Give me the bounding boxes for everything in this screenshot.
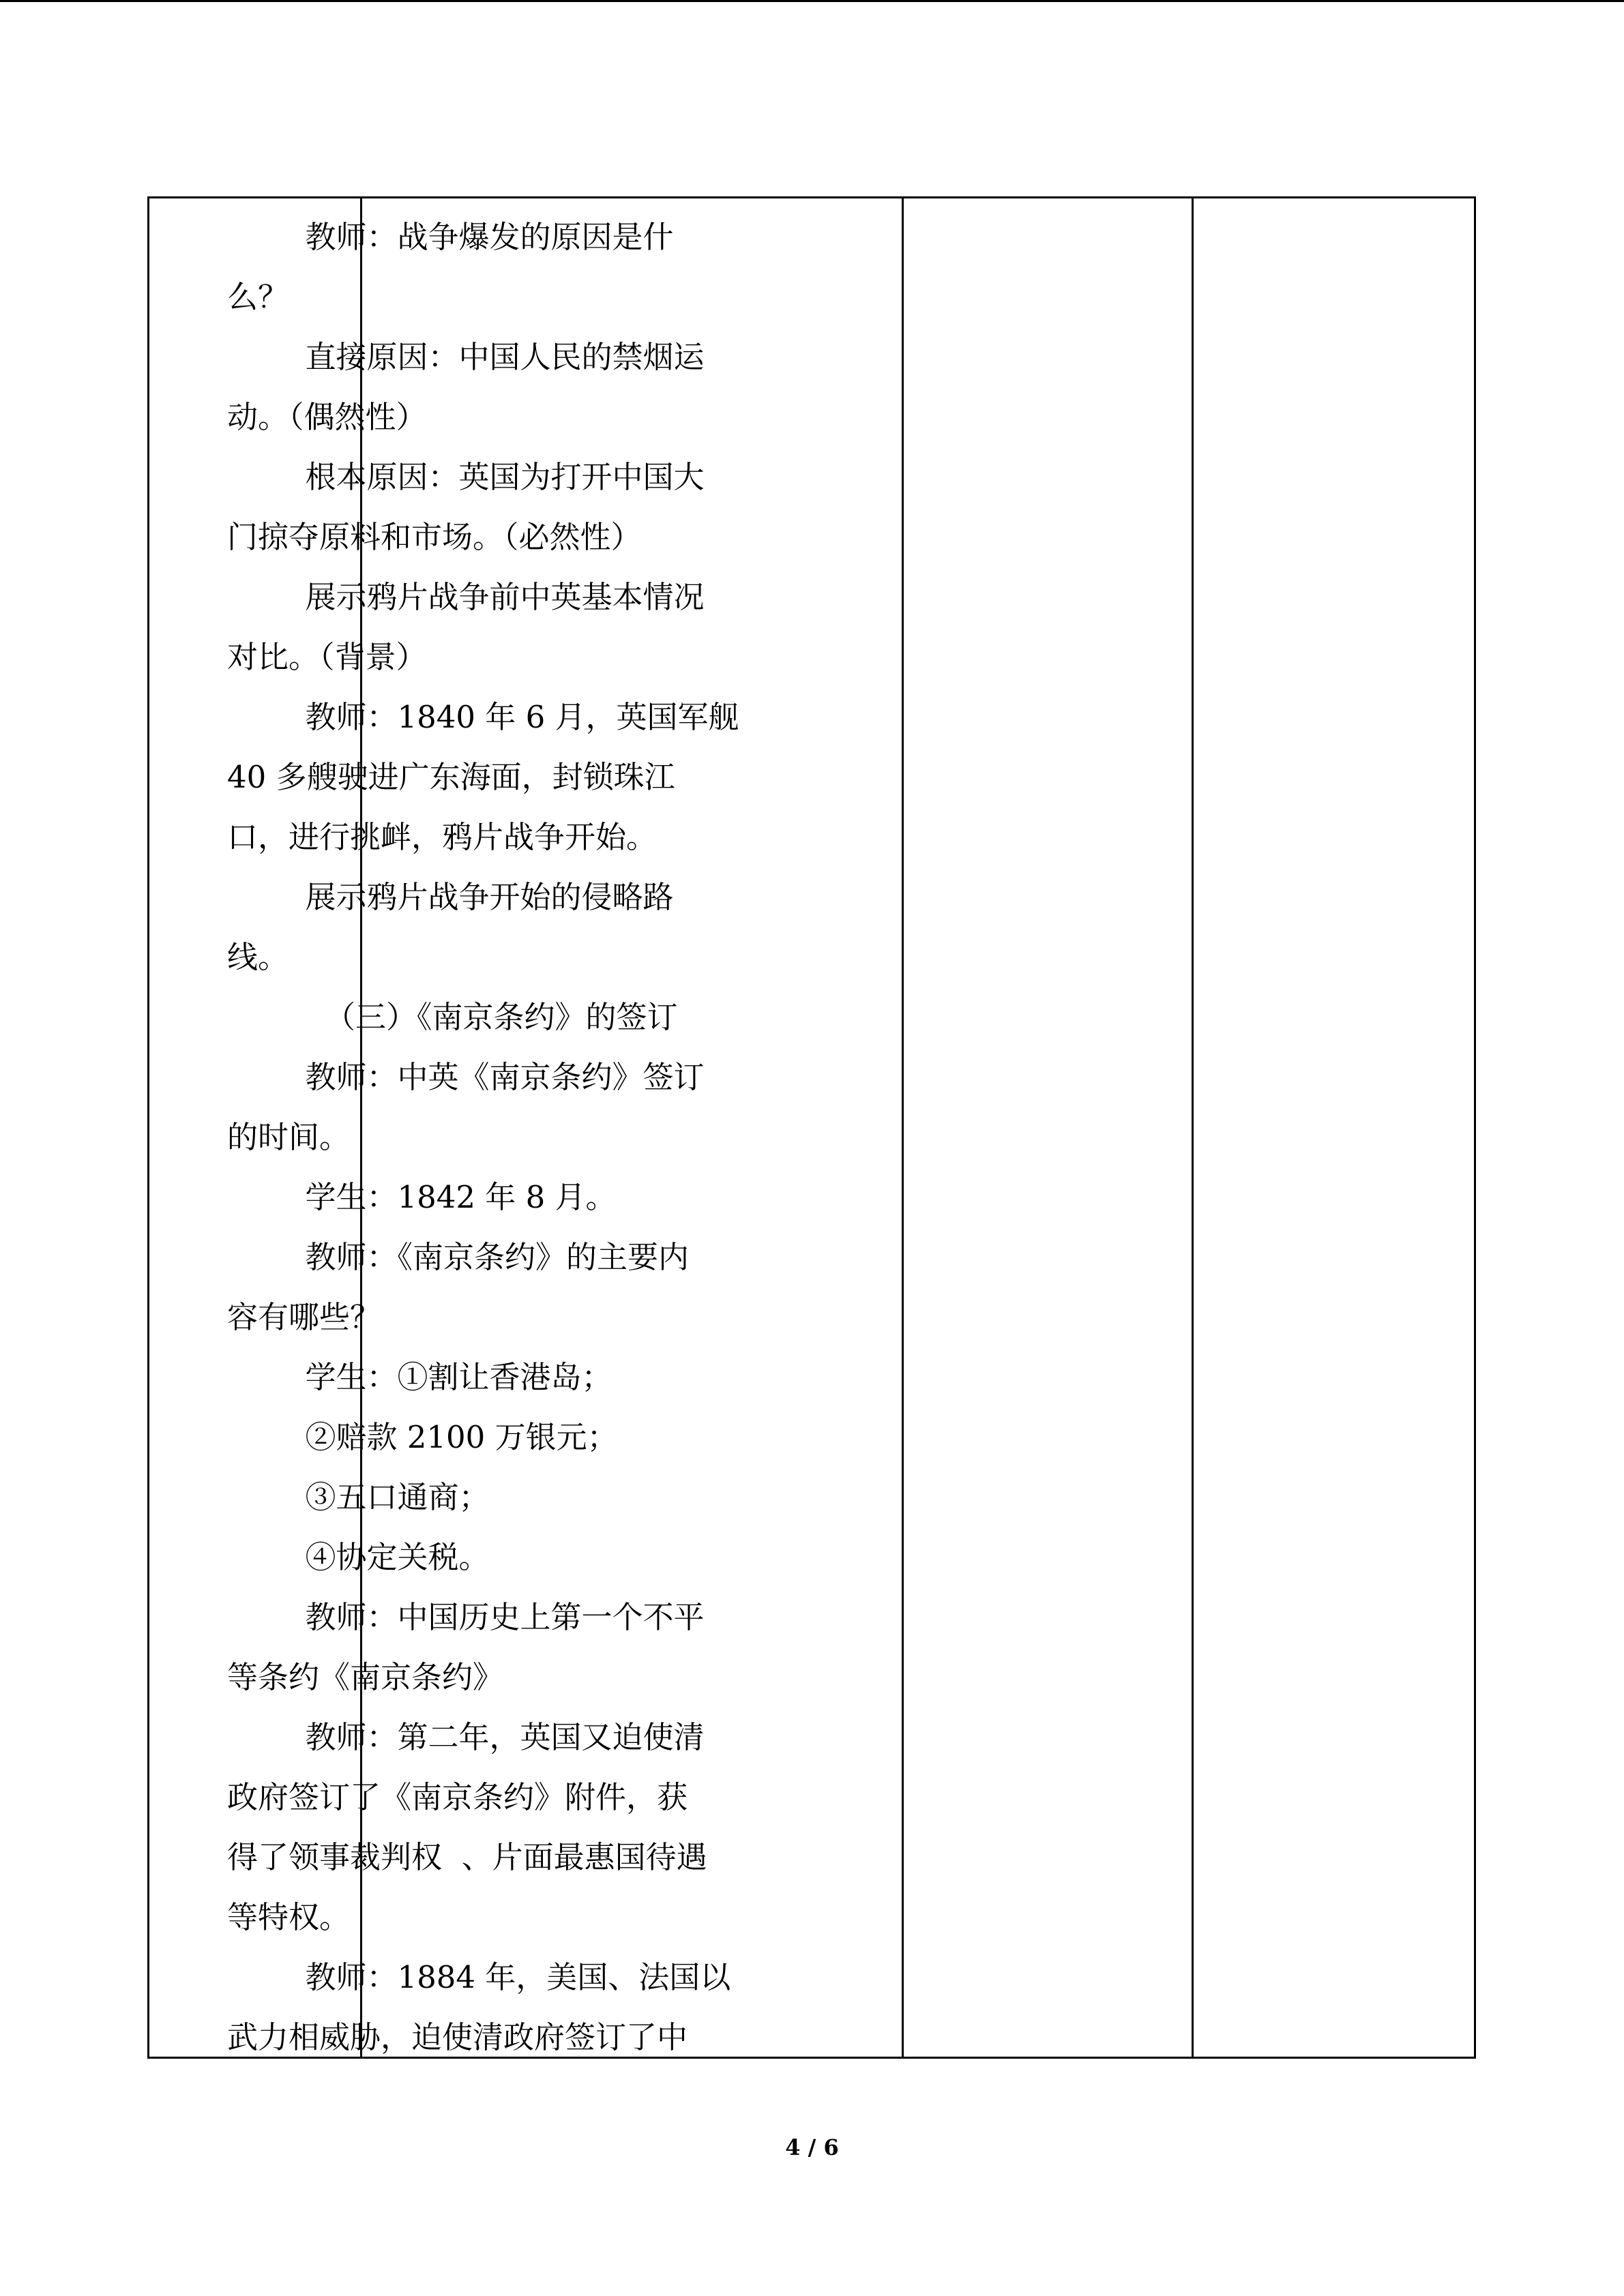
text-line: 教师：第二年，英国又迫使清 (227, 1719, 705, 1755)
text-line: 门掠夺原料和市场。（必然性） (227, 519, 642, 555)
text-line: ③五口通商； (227, 1479, 490, 1515)
text-line: 教师：《南京条约》的主要内 (227, 1239, 689, 1275)
column-divider-2 (902, 198, 904, 2057)
section-heading: （三）《南京条约》的签订 (227, 999, 678, 1035)
text-line: 等条约《南京条约》 (227, 1659, 504, 1695)
text-line: 教师：中英《南京条约》签订 (227, 1059, 705, 1095)
text-line: 40 多艘驶进广东海面，封锁珠江 (227, 759, 675, 795)
text-line: 等特权。 (227, 1899, 351, 1935)
text-line: 根本原因：英国为打开中国大 (227, 459, 705, 495)
text-line: 武力相威胁，迫使清政府签订了中 (227, 2019, 688, 2055)
text-line: 得了领事裁判权 、片面最惠国待遇 (227, 1839, 707, 1875)
page-number: 4 / 6 (785, 2134, 839, 2160)
text-line: 教师：中国历史上第一个不平 (227, 1599, 705, 1635)
text-line: 学生：①割让香港岛； (227, 1359, 612, 1395)
text-line: 动。（偶然性） (227, 399, 427, 435)
text-line: 的时间。 (227, 1119, 351, 1155)
text-line: 线。 (227, 939, 289, 975)
text-line: ④协定关税。 (227, 1539, 490, 1575)
text-line: 口，进行挑衅，鸦片战争开始。 (227, 819, 658, 855)
text-line: 直接原因：中国人民的禁烟运 (227, 339, 705, 375)
text-line: 教师：1884 年，美国、法国以 (227, 1959, 731, 1995)
teaching-process-cell (227, 207, 896, 2068)
text-line: ②赔款 2100 万银元； (227, 1419, 618, 1455)
text-line: 容有哪些？ (227, 1299, 381, 1335)
text-line: 展示鸦片战争前中英基本情况 (227, 579, 705, 615)
text-line: 么？ (227, 279, 289, 315)
text-line: 教师：1840 年 6 月，英国军舰 (227, 699, 739, 735)
text-line: 教师：战争爆发的原因是什 (227, 219, 674, 255)
text-line: 政府签订了《南京条约》附件，获 (227, 1779, 688, 1815)
text-line: 对比。（背景） (227, 639, 427, 675)
top-border-line (0, 0, 1624, 2)
text-line: 学生：1842 年 8 月。 (227, 1179, 617, 1215)
text-line: 展示鸦片战争开始的侵略路 (227, 879, 674, 915)
column-divider-3 (1192, 198, 1194, 2057)
